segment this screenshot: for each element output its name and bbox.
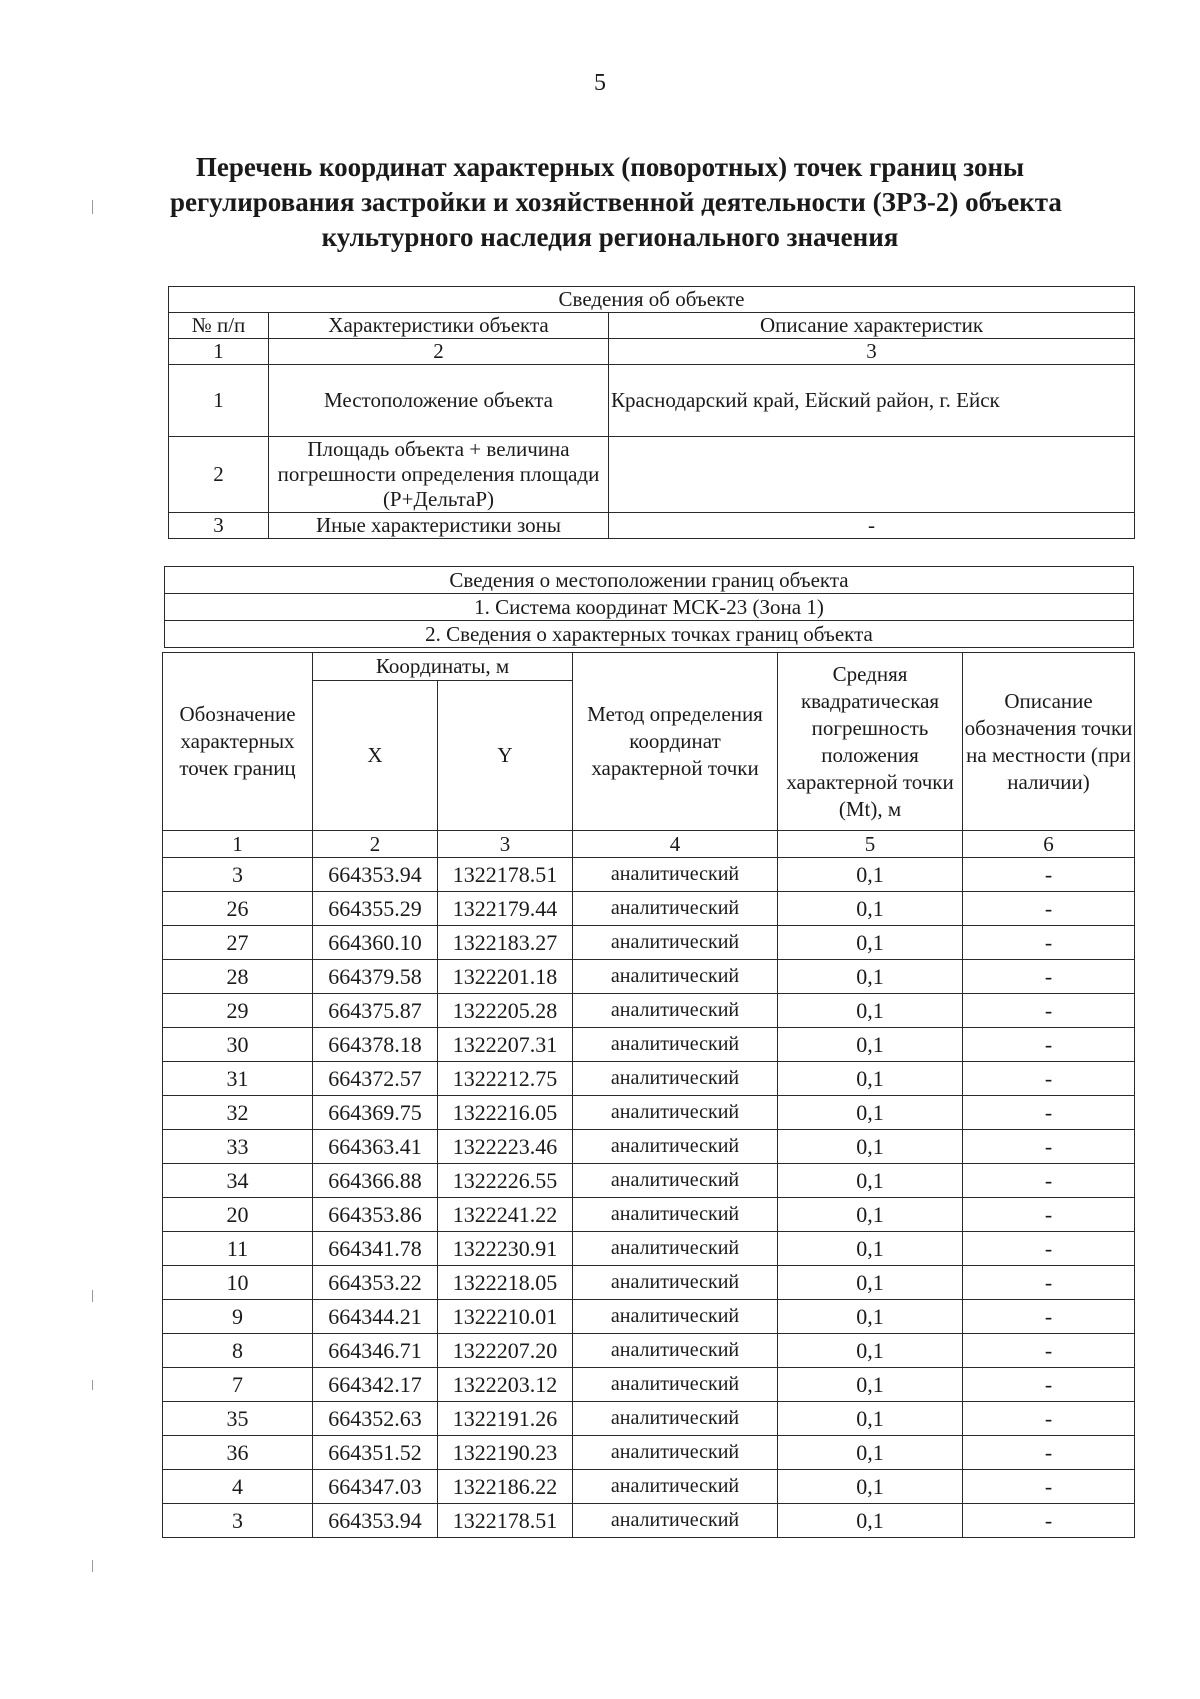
point-description-cell: - (963, 1028, 1135, 1062)
error-cell: 0,1 (778, 1334, 963, 1368)
point-description-cell: - (963, 960, 1135, 994)
column-number: 1 (163, 831, 313, 858)
coordinate-system: 1. Система координат МСК-23 (Зона 1) (165, 594, 1134, 621)
method-cell: аналитический (573, 1028, 778, 1062)
point-cell: 7 (163, 1368, 313, 1402)
column-number: 2 (269, 339, 609, 365)
characteristic-cell: Площадь объекта + величина погрешности определения площади (P+ДельтаP) (269, 437, 609, 513)
point-description-cell: - (963, 1470, 1135, 1504)
table-row (163, 926, 1135, 960)
table-row (163, 1470, 1135, 1504)
table-row (163, 1504, 1135, 1538)
method-cell: аналитический (573, 960, 778, 994)
table-row (163, 1334, 1135, 1368)
points-table-body (163, 858, 1135, 1538)
x-coordinate-cell: 664351.52 (313, 1436, 438, 1470)
method-cell: аналитический (573, 1232, 778, 1266)
point-cell: 3 (163, 1504, 313, 1538)
scan-margin-mark (92, 200, 93, 214)
y-coordinate-cell: 1322207.31 (438, 1028, 573, 1062)
method-cell: аналитический (573, 892, 778, 926)
title-line-3: культурного наследия регионального значения (321, 222, 899, 252)
method-cell: аналитический (573, 1368, 778, 1402)
x-coordinate-cell: 664342.17 (313, 1368, 438, 1402)
method-cell: аналитический (573, 1164, 778, 1198)
point-description-cell: - (963, 1504, 1135, 1538)
point-description-cell: - (963, 926, 1135, 960)
method-cell: аналитический (573, 926, 778, 960)
scan-margin-mark (92, 1290, 93, 1302)
row-number: 2 (169, 437, 269, 513)
x-coordinate-cell: 664372.57 (313, 1062, 438, 1096)
table-row (163, 1028, 1135, 1062)
table-row (163, 1266, 1135, 1300)
table-row (163, 1232, 1135, 1266)
y-coordinate-cell: 1322191.26 (438, 1402, 573, 1436)
method-cell: аналитический (573, 1504, 778, 1538)
method-cell: аналитический (573, 1470, 778, 1504)
x-coordinate-cell: 664369.75 (313, 1096, 438, 1130)
description-cell: - (609, 513, 1135, 539)
x-coordinate-cell: 664363.41 (313, 1130, 438, 1164)
point-description-cell: - (963, 1300, 1135, 1334)
y-coordinate-cell: 1322186.22 (438, 1470, 573, 1504)
table-row (163, 1436, 1135, 1470)
header-y: Y (438, 681, 573, 831)
y-coordinate-cell: 1322201.18 (438, 960, 573, 994)
y-coordinate-cell: 1322223.46 (438, 1130, 573, 1164)
header-coordinates: Координаты, м (313, 653, 573, 681)
y-coordinate-cell: 1322226.55 (438, 1164, 573, 1198)
point-cell: 29 (163, 994, 313, 1028)
x-coordinate-cell: 664341.78 (313, 1232, 438, 1266)
table-row (163, 1062, 1135, 1096)
column-number: 1 (169, 339, 269, 365)
characteristic-cell: Иные характеристики зоны (269, 513, 609, 539)
error-cell: 0,1 (778, 892, 963, 926)
point-cell: 26 (163, 892, 313, 926)
table-row (163, 1130, 1135, 1164)
point-description-cell: - (963, 1368, 1135, 1402)
point-cell: 3 (163, 858, 313, 892)
x-coordinate-cell: 664375.87 (313, 994, 438, 1028)
x-coordinate-cell: 664353.86 (313, 1198, 438, 1232)
y-coordinate-cell: 1322179.44 (438, 892, 573, 926)
method-cell: аналитический (573, 1334, 778, 1368)
y-coordinate-cell: 1322178.51 (438, 858, 573, 892)
error-cell: 0,1 (778, 1164, 963, 1198)
object-info-table (168, 286, 1135, 539)
point-cell: 8 (163, 1334, 313, 1368)
description-cell: Краснодарский край, Ейский район, г. Ейск (609, 365, 1135, 437)
method-cell: аналитический (573, 1130, 778, 1164)
header-designation: Обозначение характерных точек границ (163, 653, 313, 831)
column-number: 2 (313, 831, 438, 858)
point-description-cell: - (963, 1232, 1135, 1266)
error-cell: 0,1 (778, 1402, 963, 1436)
point-cell: 20 (163, 1198, 313, 1232)
method-cell: аналитический (573, 1062, 778, 1096)
document-title (170, 150, 1062, 255)
point-description-cell: - (963, 1266, 1135, 1300)
y-coordinate-cell: 1322190.23 (438, 1436, 573, 1470)
scan-margin-mark (92, 1560, 93, 1572)
point-cell: 4 (163, 1470, 313, 1504)
column-number: 3 (438, 831, 573, 858)
method-cell: аналитический (573, 994, 778, 1028)
header-error: Средняя квадратическая погрешность положения характерной точки (Mt), м (778, 653, 963, 831)
error-cell: 0,1 (778, 1504, 963, 1538)
y-coordinate-cell: 1322207.20 (438, 1334, 573, 1368)
table-row (163, 1368, 1135, 1402)
table-row (163, 1096, 1135, 1130)
object-section-heading: Сведения об объекте (169, 287, 1135, 313)
row-number: 3 (169, 513, 269, 539)
x-coordinate-cell: 664352.63 (313, 1402, 438, 1436)
y-coordinate-cell: 1322203.12 (438, 1368, 573, 1402)
characteristic-cell: Местоположение объекта (269, 365, 609, 437)
scan-margin-mark (92, 1380, 93, 1390)
point-description-cell: - (963, 1164, 1135, 1198)
error-cell: 0,1 (778, 1096, 963, 1130)
page-number: 5 (594, 70, 606, 96)
points-section-heading: 2. Сведения о характерных точках границ объекта (165, 621, 1134, 648)
point-cell: 30 (163, 1028, 313, 1062)
column-number: 6 (963, 831, 1135, 858)
point-cell: 34 (163, 1164, 313, 1198)
point-description-cell: - (963, 1096, 1135, 1130)
boundary-points-table (162, 652, 1135, 1538)
point-cell: 31 (163, 1062, 313, 1096)
x-coordinate-cell: 664344.21 (313, 1300, 438, 1334)
x-coordinate-cell: 664355.29 (313, 892, 438, 926)
error-cell: 0,1 (778, 1300, 963, 1334)
table-row (163, 1300, 1135, 1334)
method-cell: аналитический (573, 1402, 778, 1436)
x-coordinate-cell: 664347.03 (313, 1470, 438, 1504)
header-description: Описание обозначения точки на местности (при наличии) (963, 653, 1135, 831)
title-line-1: Перечень координат характерных (поворотных) точек границ зоны (195, 152, 1025, 182)
error-cell: 0,1 (778, 1266, 963, 1300)
header-x: X (313, 681, 438, 831)
point-description-cell: - (963, 1402, 1135, 1436)
error-cell: 0,1 (778, 858, 963, 892)
column-header: № п/п (169, 313, 269, 339)
point-cell: 32 (163, 1096, 313, 1130)
table-row (163, 1198, 1135, 1232)
x-coordinate-cell: 664353.94 (313, 858, 438, 892)
description-cell (609, 437, 1135, 513)
column-number: 5 (778, 831, 963, 858)
header-method: Метод определения координат характерной точки (573, 653, 778, 831)
x-coordinate-cell: 664366.88 (313, 1164, 438, 1198)
error-cell: 0,1 (778, 1232, 963, 1266)
error-cell: 0,1 (778, 1436, 963, 1470)
table-row (163, 960, 1135, 994)
column-number: 4 (573, 831, 778, 858)
column-header: Характеристики объекта (269, 313, 609, 339)
table-row (163, 892, 1135, 926)
x-coordinate-cell: 664378.18 (313, 1028, 438, 1062)
method-cell: аналитический (573, 1436, 778, 1470)
error-cell: 0,1 (778, 960, 963, 994)
method-cell: аналитический (573, 1096, 778, 1130)
y-coordinate-cell: 1322205.28 (438, 994, 573, 1028)
point-cell: 28 (163, 960, 313, 994)
column-header: Описание характеристик (609, 313, 1135, 339)
x-coordinate-cell: 664353.94 (313, 1504, 438, 1538)
method-cell: аналитический (573, 1198, 778, 1232)
point-description-cell: - (963, 1334, 1135, 1368)
error-cell: 0,1 (778, 1062, 963, 1096)
point-cell: 33 (163, 1130, 313, 1164)
x-coordinate-cell: 664353.22 (313, 1266, 438, 1300)
method-cell: аналитический (573, 1300, 778, 1334)
y-coordinate-cell: 1322178.51 (438, 1504, 573, 1538)
table-row (163, 994, 1135, 1028)
row-number: 1 (169, 365, 269, 437)
y-coordinate-cell: 1322230.91 (438, 1232, 573, 1266)
error-cell: 0,1 (778, 1130, 963, 1164)
point-cell: 10 (163, 1266, 313, 1300)
error-cell: 0,1 (778, 1028, 963, 1062)
point-cell: 35 (163, 1402, 313, 1436)
error-cell: 0,1 (778, 1198, 963, 1232)
point-cell: 11 (163, 1232, 313, 1266)
y-coordinate-cell: 1322218.05 (438, 1266, 573, 1300)
x-coordinate-cell: 664360.10 (313, 926, 438, 960)
error-cell: 0,1 (778, 926, 963, 960)
point-description-cell: - (963, 1198, 1135, 1232)
method-cell: аналитический (573, 1266, 778, 1300)
point-description-cell: - (963, 1436, 1135, 1470)
location-section-heading: Сведения о местоположении границ объекта (165, 567, 1134, 594)
y-coordinate-cell: 1322212.75 (438, 1062, 573, 1096)
point-description-cell: - (963, 858, 1135, 892)
point-cell: 27 (163, 926, 313, 960)
title-line-2: регулирования застройки и хозяйственной деятельности (ЗРЗ-2) объекта (170, 187, 1062, 217)
error-cell: 0,1 (778, 1470, 963, 1504)
point-description-cell: - (963, 1130, 1135, 1164)
y-coordinate-cell: 1322210.01 (438, 1300, 573, 1334)
x-coordinate-cell: 664346.71 (313, 1334, 438, 1368)
y-coordinate-cell: 1322216.05 (438, 1096, 573, 1130)
table-row (163, 858, 1135, 892)
y-coordinate-cell: 1322241.22 (438, 1198, 573, 1232)
error-cell: 0,1 (778, 1368, 963, 1402)
point-description-cell: - (963, 892, 1135, 926)
location-info-table (164, 566, 1134, 648)
table-row (163, 1402, 1135, 1436)
point-description-cell: - (963, 1062, 1135, 1096)
column-number: 3 (609, 339, 1135, 365)
error-cell: 0,1 (778, 994, 963, 1028)
point-description-cell: - (963, 994, 1135, 1028)
x-coordinate-cell: 664379.58 (313, 960, 438, 994)
method-cell: аналитический (573, 858, 778, 892)
table-row (163, 1164, 1135, 1198)
point-cell: 9 (163, 1300, 313, 1334)
point-cell: 36 (163, 1436, 313, 1470)
y-coordinate-cell: 1322183.27 (438, 926, 573, 960)
